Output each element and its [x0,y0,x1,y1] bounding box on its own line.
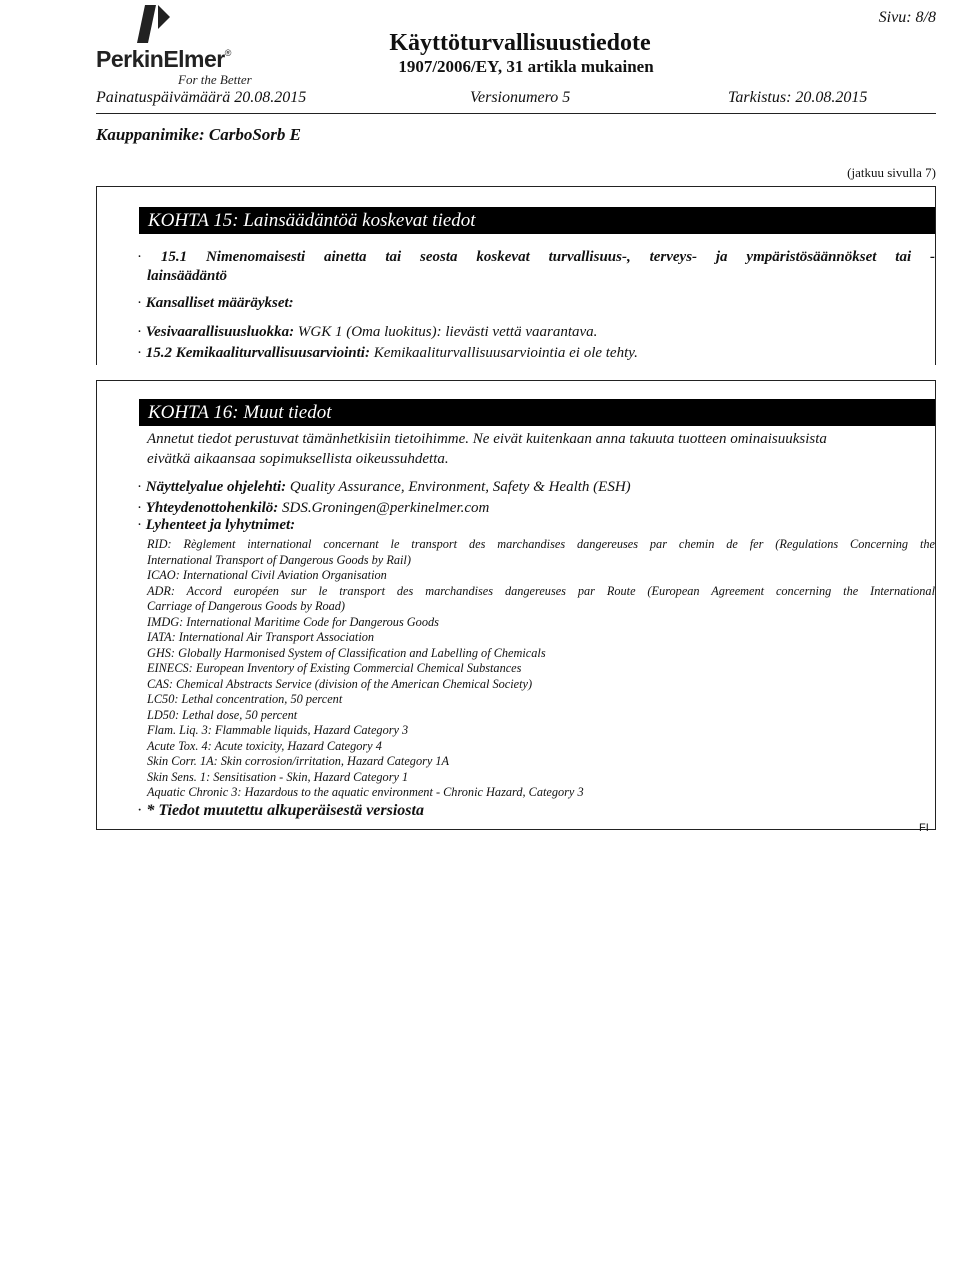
abbreviation-line: Skin Sens. 1: Sensitisation - Skin, Hazard Category 1 [147,770,409,784]
section-15-heading: KOHTA 15: Lainsäädäntöä koskevat tiedot [139,207,935,234]
document-subtitle: 1907/2006/EY, 31 artikla mukainen [398,57,654,76]
abbreviation-line: ADR: Accord européen sur le transport des marchandises dangereuses par Route (European Agreement concerning the International [147,584,935,598]
disclaimer-line-1: Annetut tiedot perustuvat tämänhetkisiin tietoihimme. Ne eivät kuitenkaan anna takuuta tuotteen ominaisuuksista [147,431,827,447]
section-16-heading: KOHTA 16: Muut tiedot [139,399,935,426]
abbreviation-line: Skin Corr. 1A: Skin corrosion/irritation, Hazard Category 1A [147,754,450,768]
abbreviation-line: CAS: Chemical Abstracts Service (division of the American Chemical Society) [147,677,533,691]
abbreviation-line: RID: Règlement international concernant le transport des marchandises dangereuses par chemin de fer (Regulations Concerning the [147,537,935,551]
disclaimer-line-2: eivätkä aikaansaa sopimuksellista oikeussuhdetta. [147,451,449,467]
section-15-box [96,186,936,365]
section-15-1-title: · 15.1 Nimenomaisesti ainetta tai seosta koskevat turvallisuus-, terveys- ja ympäristösäännökset tai - [137,249,935,265]
abbreviation-line: EINECS: European Inventory of Existing Commercial Chemical Substances [147,661,522,675]
print-date: Painatuspäivämäärä 20.08.2015 [96,89,307,106]
abbreviation-line: Aquatic Chronic 3: Hazardous to the aquatic environment - Chronic Hazard, Category 3 [147,785,584,799]
continued-note: (jatkuu sivulla 7) [847,165,936,180]
abbreviations-label: · Lyhenteet ja lyhytnimet: [137,517,296,533]
revision-date: Tarkistus: 20.08.2015 [728,89,868,106]
abbreviation-line: LD50: Lethal dose, 50 percent [147,708,298,722]
logo-tagline: For the Better [178,72,252,87]
changed-information-note: · * Tiedot muutettu alkuperäisestä versiosta [137,802,424,819]
logo-brand: PerkinElmer® [96,46,231,72]
abbreviation-line: International Transport of Dangerous Goods by Rail) [147,553,411,567]
trade-name: Kauppanimike: CarboSorb E [96,125,301,144]
issuing-department: · Näyttelyalue ohjelehti: Quality Assurance, Environment, Safety & Health (ESH) [137,479,631,495]
header-divider [96,113,936,114]
abbreviation-line: LC50: Lethal concentration, 50 percent [147,692,343,706]
water-hazard-class: · Vesivaarallisuusluokka: WGK 1 (Oma luokitus): lievästi vettä vaarantava. [137,324,598,340]
abbreviation-line: Flam. Liq. 3: Flammable liquids, Hazard Category 3 [147,723,409,737]
section-15-1-title-cont: lainsäädäntö [147,268,228,284]
document-title: Käyttöturvallisuustiedote [389,30,651,56]
version-number: Versionumero 5 [470,89,571,106]
page-number: Sivu: 8/8 [878,9,936,26]
language-code: FI [919,822,929,834]
abbreviation-line: IMDG: International Maritime Code for Dangerous Goods [147,615,439,629]
chemical-safety-assessment: · 15.2 Kemikaaliturvallisuusarviointi: Kemikaaliturvallisuusarviointia ei ole tehty. [137,345,638,361]
abbreviation-line: GHS: Globally Harmonised System of Classification and Labelling of Chemicals [147,646,546,660]
national-regulations: · Kansalliset määräykset: [137,295,294,311]
section-16-box [96,380,936,830]
contact-person: · Yhteydenottohenkilö: SDS.Groningen@perkinelmer.com [137,500,490,516]
abbreviation-line: ICAO: International Civil Aviation Organisation [147,568,387,582]
abbreviation-line: IATA: International Air Transport Association [147,630,375,644]
abbreviation-line: Acute Tox. 4: Acute toxicity, Hazard Category 4 [147,739,382,753]
abbreviation-line: Carriage of Dangerous Goods by Road) [147,599,345,613]
